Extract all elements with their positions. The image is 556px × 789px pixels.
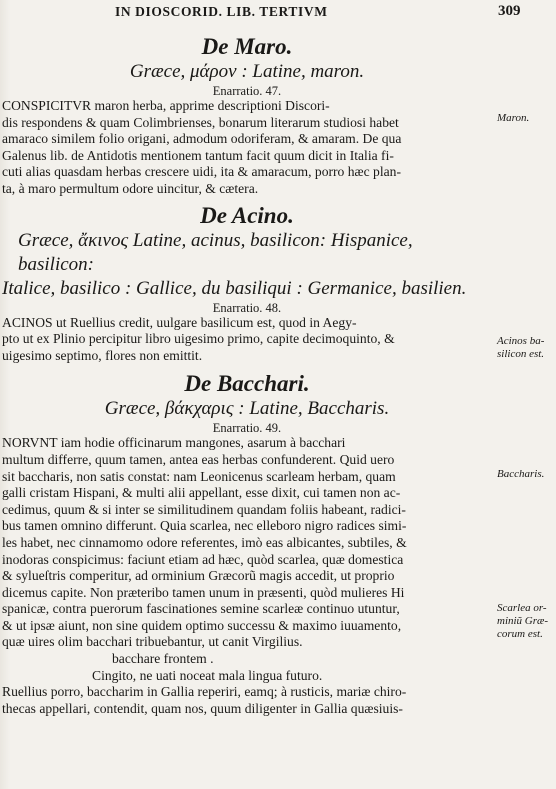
section-title: De Bacchari. — [184, 371, 310, 397]
text-line: ACINOS ut Ruellius credit, uulgare basilicum est, quod in Aegy- — [2, 314, 357, 330]
section-paragraph — [2, 98, 492, 198]
text-line: quæ uires olim bacchari tribuebantur, ut canit Virgilius. — [2, 634, 303, 650]
text-line: uigesimo septimo, flores non emittit. — [2, 347, 203, 363]
text-line: & ut ipsæ aiunt, non sine quidem optimo successu & maximo iuuamento, — [2, 617, 402, 633]
text-line: sit baccharis, non satis constat: nam Leonicenus scarleam herbam, quam — [2, 468, 396, 484]
section-names: Græce, ἄκινος Latine, acinus, basilicon: Hispanice, basilicon: — [18, 229, 413, 275]
section-paragraph — [2, 435, 492, 717]
text-line: spanicæ, contra puerorum fascinationes semine scarleæ continuo utuntur, — [2, 601, 400, 617]
text-line: bus tamen omnino differunt. Quia scarlea, nec elleboro nigro radices simi- — [2, 518, 407, 534]
text-line: amaraco similem folio origani, admodum odoriferam, & amaram. De qua — [2, 131, 402, 147]
margin-note-maron: Maron. — [497, 112, 530, 124]
text-line: ta, à maro permultum odore uincitur, & cætera. — [2, 180, 259, 196]
running-head: IN DIOSCORID. LIB. TERTIVM — [115, 4, 328, 19]
verse-line: bacchare frontem . — [112, 651, 214, 667]
text-line: cedimus, quum & si inter se similitudinem quandam foliis habeant, radici- — [2, 501, 406, 517]
enarratio-label: Enarratio. 48. — [212, 300, 282, 315]
section-paragraph — [2, 315, 492, 365]
page-header — [0, 2, 556, 22]
text-line: & sylueſtris comperitur, ad orminium Græcorũ magis accedit, ut proprio — [2, 568, 395, 584]
text-line: NORVNT iam hodie officinarum mangones, asarum à bacchari — [2, 435, 346, 451]
margin-note-acinos-2: silicon est. — [497, 348, 545, 360]
verse-line: Cingito, ne uati noceat mala lingua futuro. — [92, 667, 323, 683]
section-title: De Maro. — [201, 34, 293, 59]
margin-note-acinos-1: Acinos ba- — [497, 335, 545, 347]
text-line: inodoras conspicimus: faciunt etiam ad hæc, quòd scarlea, quæ domestica — [2, 551, 404, 567]
text-line: cuti alias quasdam herbas crescere uidi, ita & amaracum, porro hæc plan- — [2, 164, 401, 180]
margin-note-scarlea-2: miniũ Græ- — [497, 615, 549, 627]
text-line: CONSPICITVR maron herba, apprime descriptioni Discori- — [2, 98, 330, 113]
margin-note-baccharis: Baccharis. — [497, 468, 545, 480]
enarratio-label: Enarratio. 49. — [212, 421, 282, 436]
text-line: multum differre, quum tamen, antea eas herbas confunderent. Quid uero — [2, 451, 395, 467]
margin-note-scarlea-3: corum est. — [497, 628, 543, 640]
text-line: Galenus lib. de Antidotis mentionem tantum facit quum dicit in Italia fi- — [2, 147, 394, 163]
text-line: thecas appellari, contendit, quam nos, quum diligenter in Gallia quæsiuis- — [2, 700, 403, 716]
section-names: Græce, βάκχαρις : Latine, Baccharis. — [104, 398, 390, 420]
section-title: De Acino. — [200, 202, 294, 228]
text-line: dicemus capite. Non præteribo tamen unum in præsenti, quòd mulieres Hi — [2, 584, 405, 600]
text-column — [2, 33, 492, 717]
text-line: Ruellius porro, baccharim in Gallia reperiri, eamq; à rusticis, mariæ chiro- — [2, 684, 407, 700]
section-names: Italice, basilico : Gallice, du basiliqui : Germanice, basilien. — [2, 277, 467, 299]
text-line: galli cristam Hispani, & multi alii appellant, esse dixit, cui tamen non ac- — [2, 485, 401, 501]
section-names: Græce, μάρον : Latine, maron. — [129, 61, 365, 82]
margin-note-scarlea-1: Scarlea or- — [497, 602, 547, 614]
page-number: 309 — [498, 3, 521, 19]
text-line: pto ut ex Plinio percipitur libro uigesimo primo, capite decimoquinto, & — [2, 331, 395, 347]
enarratio-label: Enarratio. 47. — [212, 84, 282, 98]
text-line: les habet, nec cinnamomo odore referentes, imò eas albicantes, subtiles, & — [2, 534, 407, 550]
text-line: dis respondens & quam Colimbrienses, bonarum literarum studiosi habet — [2, 114, 399, 130]
